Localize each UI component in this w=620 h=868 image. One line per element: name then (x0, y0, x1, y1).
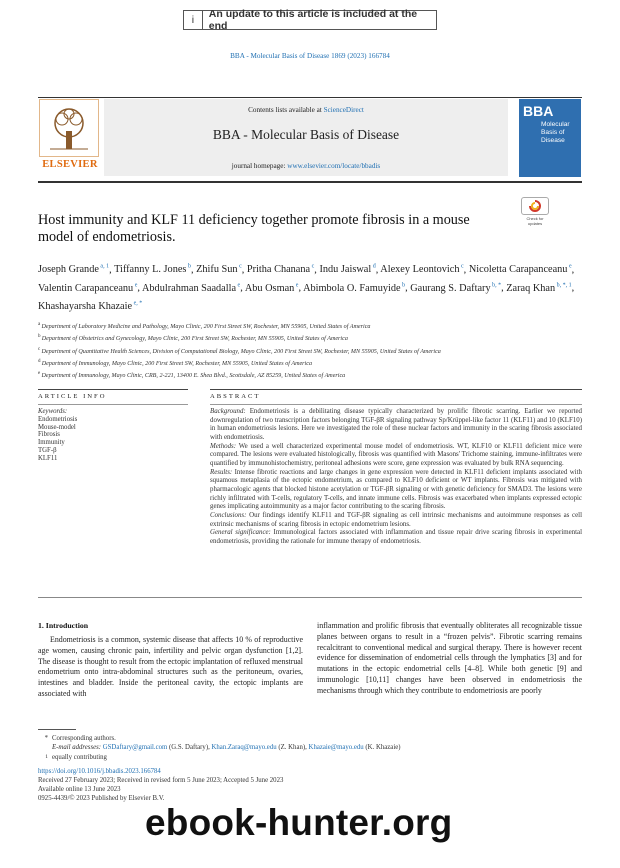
abstract-section-text: Intense fibrotic reactions and large changes in gene expression were detected in KLF11 deficient implants associated with squamous metaplasia of the ectopic endometrium, as compared to KLF10 deficient or WT implants. Fibrosis was mitigated with pharmacologic agents that blocked histone acetylation or TGF-βR signaling or with genetic deficiency for SMAD3. The lesions were richly infiltrated with T-cells, regulatory T-cells, and innate immune cells. Fibrosis was exacerbated when implants expressed ectopic genes implicating autoimmunity as a major factor contributing to the scaring fibrosis. (210, 468, 582, 511)
homepage-link[interactable]: www.elsevier.com/locate/bbadis (287, 162, 381, 170)
footnote-rule (38, 729, 76, 730)
author-affiliation-mark[interactable]: b, *, 1 (555, 282, 572, 289)
affiliation-text: Department of Immunology, Mayo Clinic, CRB, 2-221, 13400 E. Shea Blvd., Scottsdale, AZ 85259, United States of America (41, 373, 346, 380)
header-top-rule (38, 97, 582, 98)
affiliation (38, 369, 582, 381)
author-name[interactable] (303, 283, 405, 294)
abstract-body (210, 408, 582, 547)
article-meta (38, 768, 582, 804)
author-affiliation-mark[interactable]: e (567, 264, 572, 270)
abstract-heading: ABSTRACT (210, 393, 261, 400)
abstract-section (210, 529, 582, 546)
affiliation-list (38, 320, 582, 382)
author-name-text: Abimbola O. Famuyide (303, 282, 401, 294)
abstract-section-label: Results: (210, 468, 233, 476)
affiliation-mark: c (38, 346, 42, 352)
elsevier-wordmark: ELSEVIER (42, 159, 98, 170)
footnote-corresponding-mark: * (44, 735, 48, 742)
keyword[interactable]: TGF-β (38, 446, 57, 454)
abstract-section-label: Methods: (210, 442, 237, 450)
journal-name: BBA - Molecular Basis of Disease (212, 127, 400, 142)
doi-link[interactable]: https://doi.org/10.1016/j.bbadis.2023.166784 (38, 768, 161, 775)
affiliation (38, 320, 582, 332)
abstract-section (210, 443, 582, 469)
keyword[interactable]: KLF11 (38, 454, 58, 462)
available-online: Available online 13 June 2023 (38, 785, 121, 793)
journal-homepage (104, 162, 508, 170)
check-for-updates-icon (521, 197, 549, 215)
author-affiliation-mark[interactable]: d (371, 264, 376, 270)
abstract-mid-rule (210, 404, 582, 405)
author-name[interactable] (319, 264, 375, 275)
received-dates: Received 27 February 2023; Received in revised form 5 June 2023; Accepted 5 June 2023 (38, 776, 284, 784)
article-info-heading: ARTICLE INFO (38, 393, 107, 400)
author-affiliation-mark[interactable]: b (186, 264, 191, 270)
footnote-equal-mark: 1 (45, 753, 48, 760)
cover-subtitle: Molecular Basis of Disease (541, 121, 570, 144)
abstract-section-text: Immunological factors associated with inflammation and tissue repair drive scaring fibrosis in experimental endometriosis, providing the rationale for immune therapy of endometriosis. (210, 529, 582, 545)
author-name[interactable] (38, 301, 142, 312)
author-name[interactable] (380, 264, 463, 275)
author-name-text: Tiffanny L. Jones (114, 264, 187, 276)
contents-line (104, 106, 508, 114)
author-name-text: Khashayarsha Khazaie (38, 300, 133, 312)
elsevier-logo[interactable] (39, 99, 101, 175)
author-name-text: Joseph Grande (38, 264, 99, 276)
author-name-text: Alexey Leontovich (380, 264, 460, 276)
author-name-text: Abdulrahman Saadalla (141, 282, 237, 294)
affiliation-text: Department of Quantitative Health Sciences, Division of Computational Biology, Mayo Clinic, 200 First Street SW, Rochester, MN 55905, United States of America (41, 348, 441, 355)
author-name[interactable] (38, 264, 109, 275)
keyword[interactable]: Immunity (38, 439, 65, 447)
footnote-equal (38, 753, 582, 762)
sciencedirect-link[interactable]: ScienceDirect (323, 106, 364, 114)
affiliation-mark: e (38, 371, 42, 377)
abstract-section-label: Background: (210, 408, 246, 415)
watermark-text: ebook-hunter.org (145, 802, 453, 843)
homepage-prefix: journal homepage: (231, 162, 288, 170)
author-affiliation-mark[interactable]: c (237, 264, 242, 270)
author-list: Joseph Grande $^{a, 1}$, Tiffanny L. Jones $^b$, Zhifu Sun $^c$, Pritha Chanana $^c$, Indu Jaiswal $^d$, Alexey Leontovich $^c$, Nicoletta Carapanceanu $^e$, Valentin Carapanceanu $^e$, Abdulrahman Saadalla $^e$, Abu Osman $^e$, Abimbola O. Famuyide $^b$, Gaurang S. Daftary $^{b, *}$, Zaraq Khan $^{b, *, 1}$, Khashayarsha Khazaie $^{e, *}$ (38, 264, 575, 312)
affiliation (38, 345, 582, 357)
footnote-equal-text: equally contributing (52, 753, 107, 761)
author-name[interactable] (196, 264, 242, 275)
author-affiliation-mark[interactable]: b (400, 282, 406, 289)
emails-label: E-mail addresses: (52, 744, 103, 752)
abstract-top-rule (210, 389, 582, 390)
abstract-section-label: Conclusions: (210, 511, 247, 519)
author-name-text: Abu Osman (244, 282, 295, 294)
affiliation-text: Department of Obstetrics and Gynecology, Mayo Clinic, 200 First Street SW, Rochester, MN 55905, United States of America (41, 336, 348, 343)
update-banner-text: An update to this article is included at the end (208, 8, 418, 32)
author-affiliation-mark[interactable]: e (133, 282, 138, 289)
author-name-text: Zhifu Sun (196, 264, 238, 276)
author-name[interactable] (38, 283, 137, 294)
author-name-text: Valentin Carapanceanu (38, 282, 134, 294)
author-name-text: Pritha Chanana (246, 264, 311, 276)
affiliation (38, 357, 582, 369)
keywords-list (38, 416, 188, 463)
author-affiliation-mark[interactable]: a, 1 (98, 264, 110, 270)
author-name-text: Gaurang S. Daftary (410, 282, 491, 294)
author-name[interactable] (410, 283, 501, 294)
keywords-block (38, 408, 188, 463)
journal-citation[interactable]: BBA - Molecular Basis of Disease 1869 (2023) 166784 (230, 52, 390, 60)
author-affiliation-mark[interactable]: e (236, 282, 241, 289)
article-info-mid-rule (38, 404, 188, 405)
cover-title: BBA (523, 103, 554, 119)
update-banner[interactable] (183, 10, 437, 30)
author-name-text: Indu Jaiswal (319, 264, 372, 276)
author-name[interactable] (506, 283, 571, 294)
email-link[interactable]: Khazaie@mayo.edu (308, 744, 364, 752)
affiliation-mark: b (38, 334, 42, 340)
header-bottom-rule (38, 181, 582, 183)
intro-column-left (38, 635, 303, 700)
elsevier-tree-icon (39, 99, 99, 157)
author-name[interactable] (114, 264, 191, 275)
intro-paragraph-left: Endometriosis is a common, systemic disease that affects 10 % of reproductive age women, causing chronic pain, infertility and pelvic organ dysfunction [1,2]. The disease is thought to result from the ectopic implantation of refluxed menstrual endometrium onto intra-abdominal structures such as the peritoneum, ovaries, intestines and bladder. Inside the peritoneal cavity, the ectopic implants are associated with (38, 635, 303, 698)
abstract-section (210, 512, 582, 529)
author-affiliation-mark[interactable]: e, * (132, 300, 143, 307)
affiliation-text: Department of Immunology, Mayo Clinic, 200 First Street SW, Rochester, MN 55905, United States of America (41, 361, 312, 368)
email-link[interactable]: GSDaftary@gmail.com (102, 744, 168, 752)
author-affiliation-mark[interactable]: b, * (490, 282, 502, 289)
author-affiliation-mark[interactable]: e (294, 282, 299, 289)
keyword[interactable]: Fibrosis (38, 431, 60, 439)
article-title: Host immunity and KLF 11 deficiency together promote fibrosis in a mouse model of endometriosis. (38, 212, 470, 245)
keyword[interactable]: Mouse-model (38, 423, 76, 431)
abstract-section-label: General significance: (210, 529, 271, 537)
affiliation (38, 332, 582, 344)
abstract-bottom-rule (38, 597, 582, 598)
author-name[interactable] (469, 264, 572, 275)
author-name-text: Zaraq Khan (506, 282, 556, 294)
email-owner: (K. Khazaie) (363, 744, 401, 752)
affiliation-text: Department of Laboratory Medicine and Pathology, Mayo Clinic, 200 First Street SW, Rochester, MN 55905, United States of America (41, 324, 371, 331)
footnote-emails (38, 743, 582, 752)
author-name[interactable] (142, 283, 240, 294)
check-for-updates-button[interactable] (520, 197, 550, 225)
intro-paragraph-right: inflammation and prolific fibrosis that eventually obliterates all recognizable tissue planes between organs to result in a “frozen pelvis”. Fibrotic scarring remains recalcitrant to conventional medical and surgical therapy. There is however recent evidence for dissemination of endometrial cells through the lymphatics [3] and for mutations in the ectopic endometrial cells [4–8]. While both genetic [9] and immunologic [10,11] changes have been observed in endometriosis the mechanisms through which they contribute to endometriosis are poorly (317, 621, 582, 695)
footnote-corresponding (38, 734, 582, 743)
abstract-section-text: Our findings identify KLF11 and TGF-βR signaling as cell intrinsic mechanisms and autoimmune responses as cell extrinsic mechanisms of scaring fibrosis in ectopic endometrium lesions. (210, 511, 582, 528)
author-name[interactable] (247, 264, 314, 275)
email-owner: (G.S. Daftary), (167, 744, 212, 752)
email-link[interactable]: Khan.Zaraq@mayo.edu (211, 744, 277, 752)
author-name[interactable] (245, 283, 299, 294)
abstract-section (210, 469, 582, 512)
author-affiliation-mark[interactable]: c (459, 264, 464, 270)
footnote-corresponding-text: Corresponding authors. (52, 735, 116, 742)
check-for-updates-label: Check for updates (526, 216, 544, 226)
affiliation-mark: a (38, 322, 42, 327)
intro-column-right (317, 621, 582, 697)
contents-prefix: Contents lists available at (248, 106, 324, 114)
abstract-section-text: Endometriosis is a debilitating disease typically characterized by prolific fibrotic scarring. Earlier we reported downregulation of two transcription factors belonging TGF-βR signaling pathway Sp/Krüppel-like factor 11 (KLF11) and 10 (KLF10) in human endometriosis lesions. Here we investigated the role of these nuclear factors and immunity in the scaring fibrosis associated with endometriosis. (210, 408, 582, 441)
abstract-section (210, 408, 582, 443)
keywords-label: Keywords: (38, 408, 68, 415)
info-icon: i (184, 11, 203, 29)
journal-cover-thumbnail[interactable] (519, 99, 581, 177)
abstract-section-text: We used a well characterized experimental mouse model of endometriosis. WT, KLF10 or KLF11 deficient mice were compared. The lesions were evaluated histologically, fibrosis was quantified with Masons' Trichome staining, immune-infiltrates were quantified by immunohistochemistry, peritoneal adhesions were score, gene expression was evaluated by bulk RNA sequencing. (210, 442, 582, 467)
author-affiliation-mark[interactable]: c (310, 264, 315, 270)
issn-copyright: 0925-4439/© 2023 Published by Elsevier B.V. (38, 794, 165, 802)
author-name-text: Nicoletta Carapanceanu (468, 264, 568, 276)
keyword[interactable]: Endometriosis (38, 415, 78, 423)
affiliation-mark: d (38, 358, 42, 364)
email-owner: (Z. Khan), (276, 744, 309, 752)
footnotes (38, 734, 582, 762)
article-info-top-rule (38, 389, 188, 390)
section-heading-introduction: 1. Introduction (38, 621, 89, 630)
